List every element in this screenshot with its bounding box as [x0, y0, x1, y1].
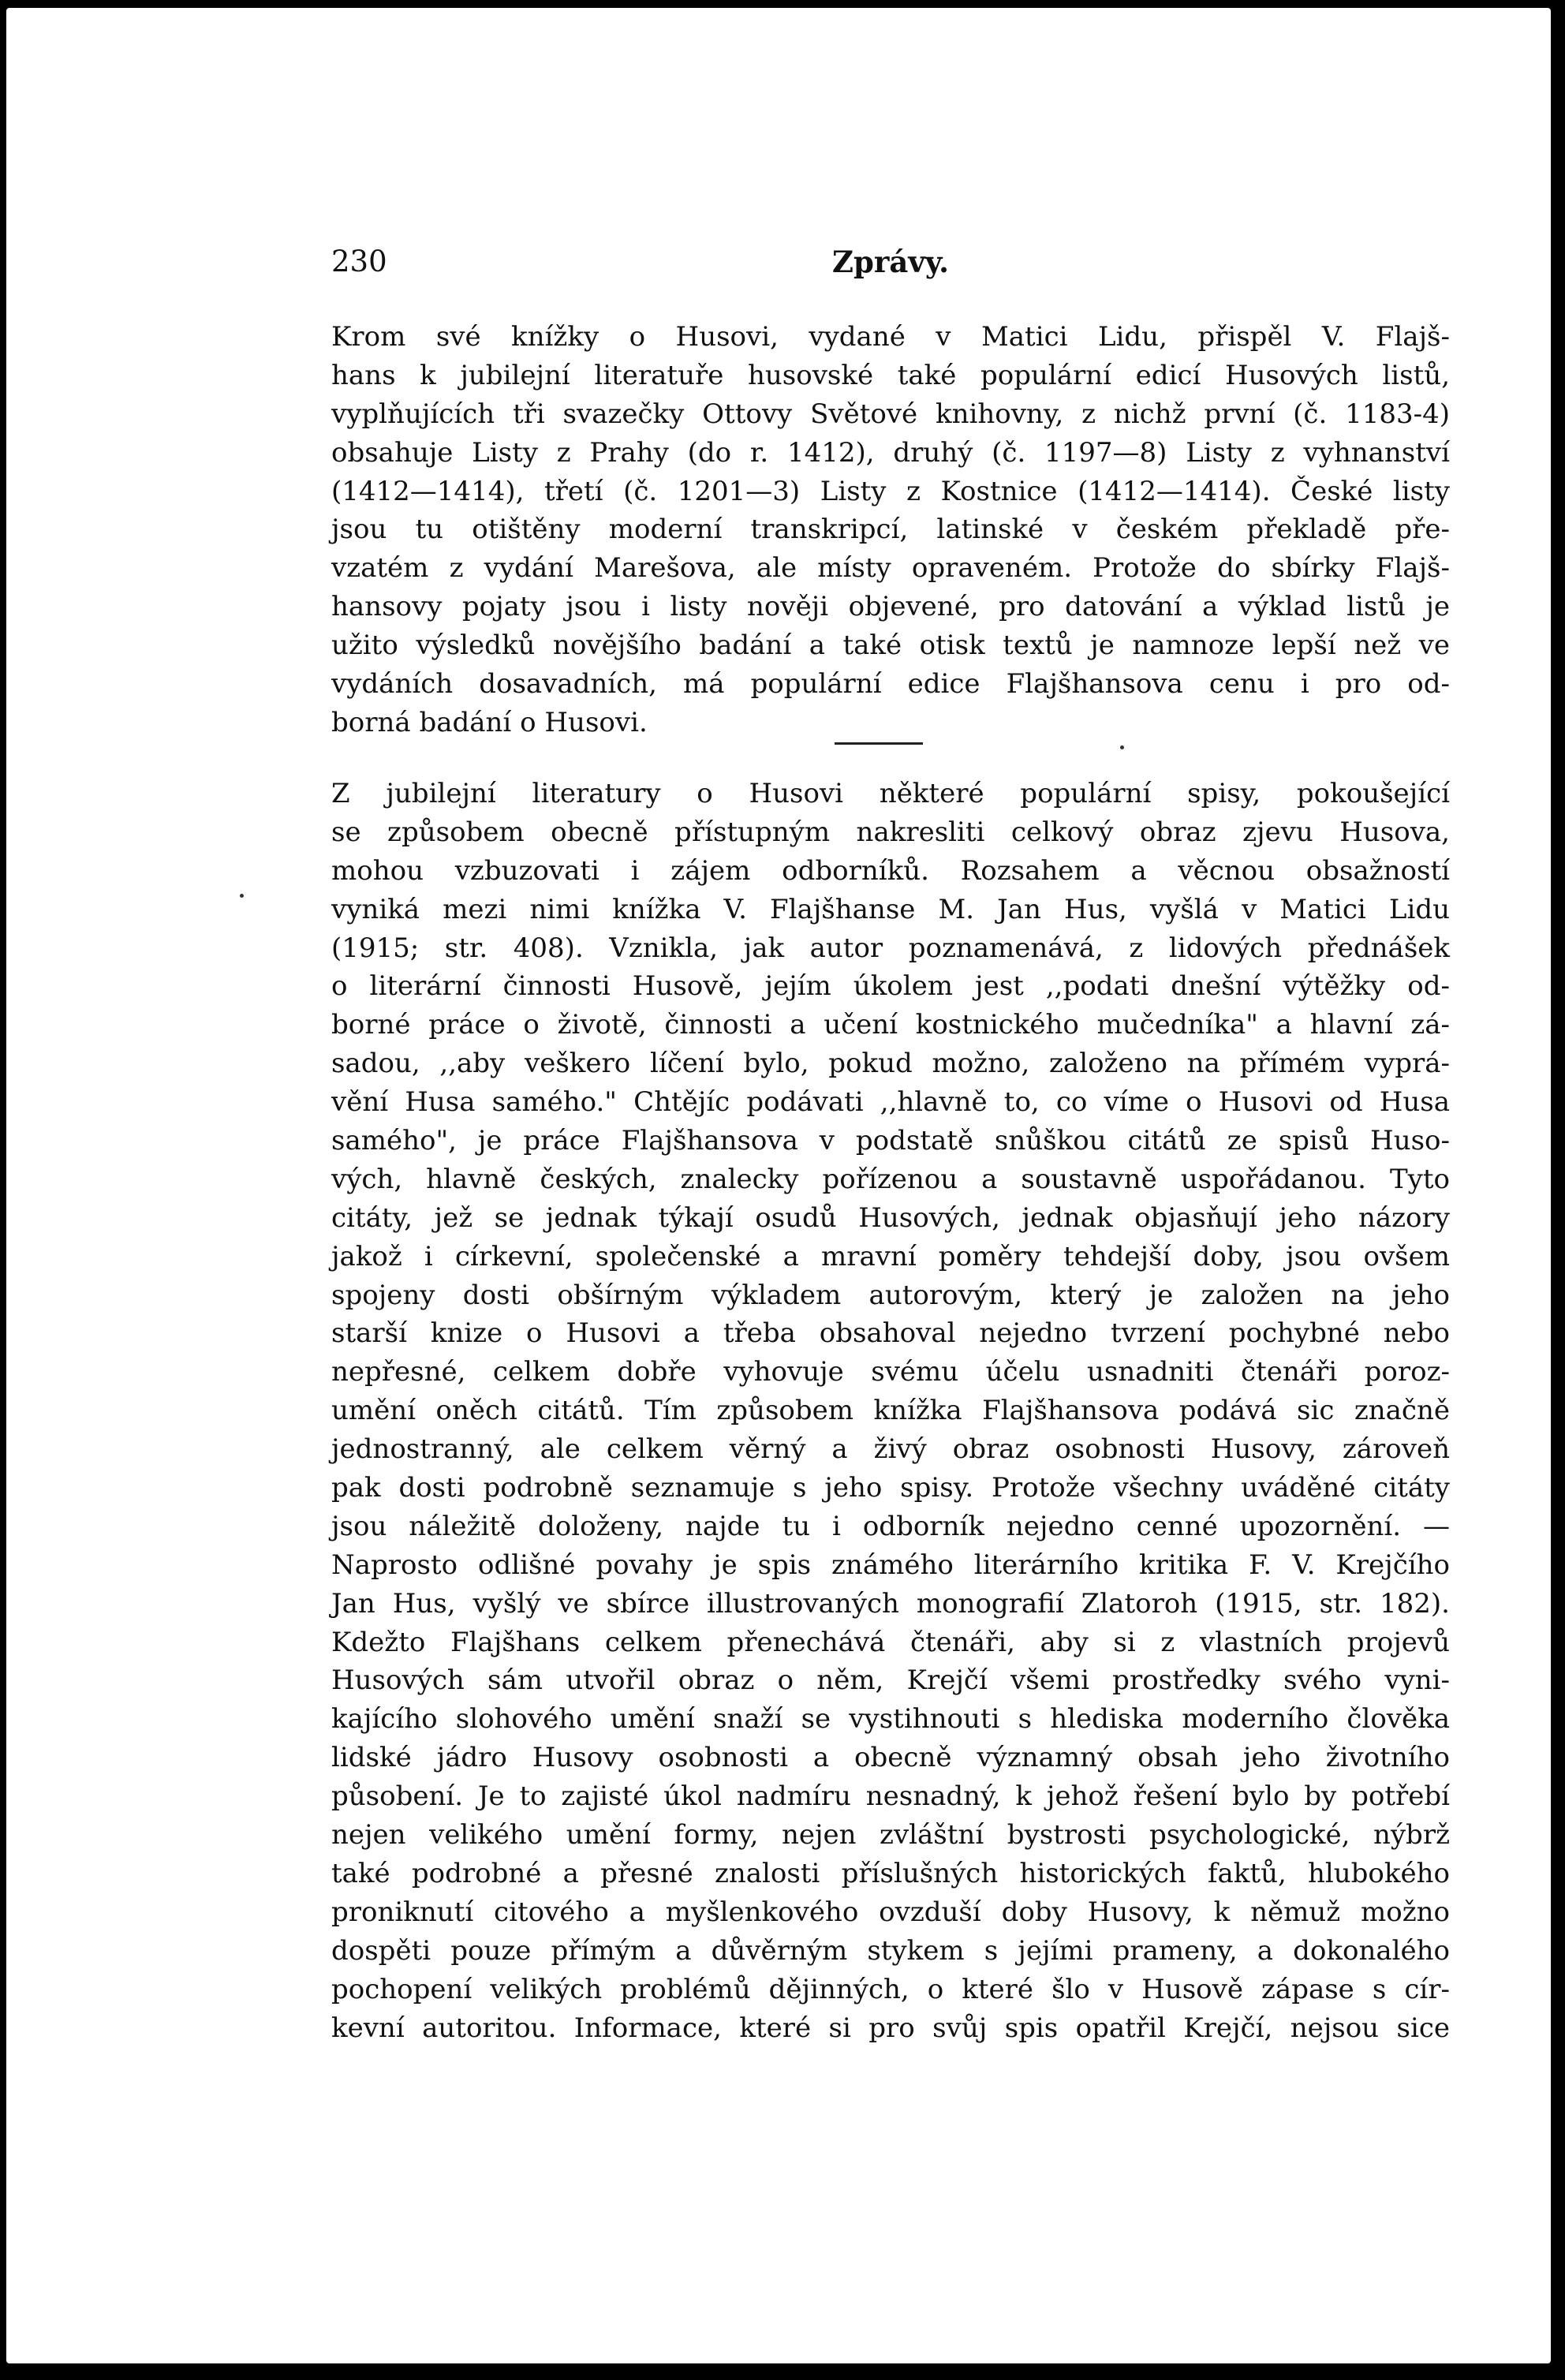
text-line: jsou náležitě doloženy, najde tu i odborník nejedno cenné upozornění. —	[331, 1510, 1450, 1542]
text-line: pak dosti podrobně seznamuje s jeho spisy. Protože všechny uváděné citáty	[331, 1472, 1450, 1504]
text-line: nepřesné, celkem dobře vyhovuje svému účelu usnadniti čtenáři poroz-	[331, 1356, 1450, 1388]
text-line: obsahuje Listy z Prahy (do r. 1412), druhý (č. 1197—8) Listy z vyhnanství	[331, 436, 1450, 469]
text-line: vyplňujících tři svazečky Ottovy Světové knihovny, z nichž první (č. 1183-4)	[331, 398, 1450, 430]
text-line: sadou, ,,aby veškero líčení bylo, pokud možno, založeno na přímém vyprá-	[331, 1048, 1450, 1080]
text-line: borné práce o životě, činnosti a učení kostnického mučedníka" a hlavní zá-	[331, 1009, 1450, 1041]
text-line: vzatém z vydání Marešova, ale místy opraveném. Protože do sbírky Flajš-	[331, 552, 1450, 585]
text-line: jakož i církevní, společenské a mravní poměry tehdejší doby, jsou ovšem	[331, 1240, 1450, 1272]
text-line: pochopení velikých problémů dějinných, o které šlo v Husově zápase s cír-	[331, 1973, 1450, 2005]
text-line: jednostranný, ale celkem věrný a živý obraz osobnosti Husovy, zároveň	[331, 1433, 1450, 1466]
text-line: vění Husa samého." Chtějíc podávati ,,hlavně to, co víme o Husovi od Husa	[331, 1086, 1450, 1119]
paragraph-flajshans-edition	[331, 318, 1450, 742]
print-speck	[1120, 745, 1124, 749]
text-line: se způsobem obecně přístupným nakresliti celkový obraz zjevu Husova,	[331, 816, 1450, 848]
text-line: vydáních dosavadních, má populární edice Flajšhansova cenu i pro od-	[331, 668, 1450, 701]
page-number: 230	[331, 245, 387, 278]
text-line: (1412—1414), třetí (č. 1201—3) Listy z Kostnice (1412—1414). České listy	[331, 475, 1450, 507]
text-line: citáty, jež se jednak týkají osudů Husových, jednak objasňují jeho názory	[331, 1201, 1450, 1234]
text-line: vých, hlavně českých, znalecky pořízenou a soustavně uspořádanou. Tyto	[331, 1163, 1450, 1195]
text-line: nejen velikého umění formy, nejen zvláštní bystrosti psychologické, nýbrž	[331, 1819, 1450, 1851]
text-line: dospěti pouze přímým a důvěrným stykem s jejími prameny, a dokonalého	[331, 1934, 1450, 1967]
text-line: Z jubilejní literatury o Husovi některé populární spisy, pokoušející	[331, 778, 1450, 809]
text-line: spojeny dosti obšírným výkladem autorovým, který je založen na jeho	[331, 1279, 1450, 1311]
text-line: Naprosto odlišné povahy je spis známého literárního kritika F. V. Krejčího	[331, 1549, 1450, 1581]
text-line: proniknutí citového a myšlenkového ovzduší doby Husovy, k němuž možno	[331, 1896, 1450, 1928]
text-line: Kdežto Flajšhans celkem přenechává čtenáři, aby si z vlastních projevů	[331, 1626, 1450, 1658]
text-line: také podrobné a přesné znalosti příslušných historických faktů, hlubokého	[331, 1857, 1450, 1889]
page-header	[331, 245, 1450, 292]
text-line: užito výsledků novějšího badání a také otisk textů je namnoze lepší než ve	[331, 630, 1450, 662]
text-line: mohou vzbuzovati i zájem odborníků. Rozsahem a věcnou obsažností	[331, 854, 1450, 887]
text-line: o literární činnosti Husově, jejím úkolem jest ,,podati dnešní výtěžky od-	[331, 970, 1450, 1003]
text-line: (1915; str. 408). Vznikla, jak autor poznamenává, z lidových přednášek	[331, 932, 1450, 964]
text-line: hans k jubilejní literatuře husovské také populární edicí Husových listů,	[331, 359, 1450, 391]
running-title: Zprávy.	[832, 245, 949, 279]
text-line: vyniká mezi nimi knížka V. Flajšhanse M. Jan Hus, vyšlá v Matici Lidu	[331, 893, 1450, 925]
print-speck	[240, 894, 244, 898]
text-line: kajícího slohového umění snaží se vystihnouti s hlediska moderního člověka	[331, 1703, 1450, 1735]
text-line: Krom své knížky o Husovi, vydané v Matici Lidu, přispěl V. Flajš-	[331, 321, 1450, 353]
paragraph-jubilee-literature	[331, 775, 1450, 2047]
text-line: starší knize o Husovi a třeba obsahoval nejedno tvrzení pochybné nebo	[331, 1317, 1450, 1350]
text-line: lidské jádro Husovy osobnosti a obecně významný obsah jeho životního	[331, 1742, 1450, 1774]
text-line: kevní autoritou. Informace, které si pro svůj spis opatřil Krejčí, nejsou sice	[331, 2012, 1450, 2044]
text-line: hansovy pojaty jsou i listy nověji objevené, pro datování a výklad listů je	[331, 591, 1450, 623]
text-line: Husových sám utvořil obraz o něm, Krejčí všemi prostředky svého vyni-	[331, 1665, 1450, 1697]
section-separator	[835, 742, 923, 745]
text-line: Jan Hus, vyšlý ve sbírce illustrovaných monografií Zlatoroh (1915, str. 182).	[331, 1587, 1450, 1620]
text-line: umění oněch citátů. Tím způsobem knížka Flajšhansova podává sic značně	[331, 1395, 1450, 1427]
text-line: působení. Je to zajisté úkol nadmíru nesnadný, k jehož řešení bylo by potřebí	[331, 1780, 1450, 1813]
text-line: jsou tu otištěny moderní transkripcí, latinské v českém překladě pře-	[331, 514, 1450, 546]
text-line: samého", je práce Flajšhansova v podstatě snůškou citátů ze spisů Huso-	[331, 1125, 1450, 1157]
text-line: borná badání o Husovi.	[331, 706, 648, 738]
